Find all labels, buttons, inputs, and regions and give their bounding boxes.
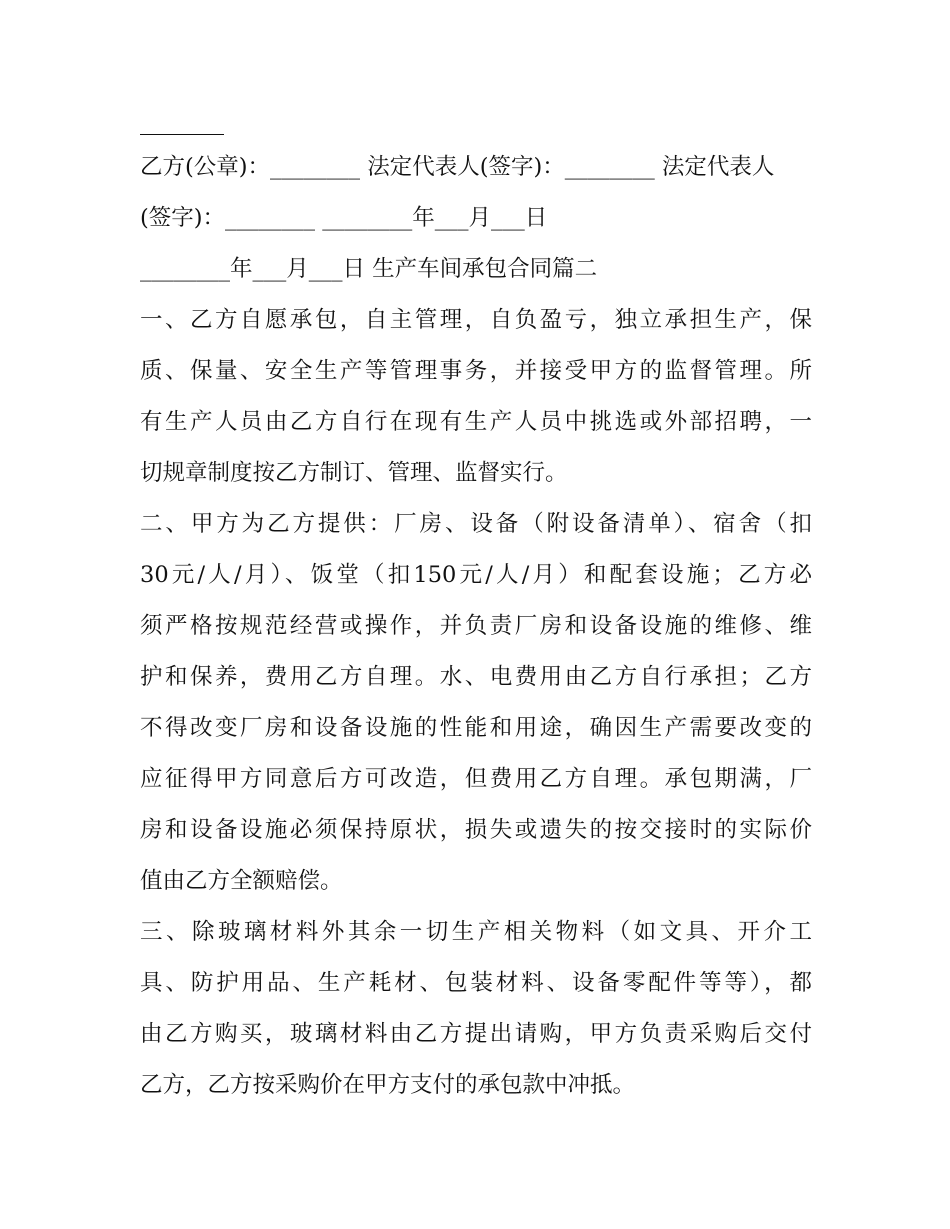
signature-line-1: 乙方(公章)：________ 法定代表人(签字)：________ 法定代表人 [140,154,775,180]
clause-1-line-3: 有生产人员由乙方自行在现有生产人员中挑选或外部招聘，一 [140,409,812,435]
clause-2-line-8: 值由乙方全额赔偿。 [140,868,343,894]
clause-2-line-5: 不得改变厂房和设备设施的性能和用途，确因生产需要改变的 [140,715,812,741]
signature-line-2: (签字)：________ ________年___月___日 [140,205,548,231]
clause-1-line-1: 一、乙方自愿承包，自主管理，自负盈亏，独立承担生产，保 [140,307,812,333]
clause-3-line-2: 具、防护用品、生产耗材、包装材料、设备零配件等等），都 [140,970,812,996]
clause-1-line-4: 切规章制度按乙方制订、管理、监督实行。 [140,460,568,486]
document-body [140,108,812,1111]
clause-3-line-1: 三、除玻璃材料外其余一切生产相关物料（如文具、开介工 [140,919,812,945]
clause-3-line-3: 由乙方购买，玻璃材料由乙方提出请购，甲方负责采购后交付 [140,1021,812,1047]
clause-3-line-4: 乙方，乙方按采购价在甲方支付的承包款中冲抵。 [140,1072,636,1098]
clause-2-line-4: 护和保养，费用乙方自理。水、电费用由乙方自行承担；乙方 [140,664,812,690]
clause-1-line-2: 质、保量、安全生产等管理事务，并接受甲方的监督管理。所 [140,358,812,384]
clause-2-line-1: 二、甲方为乙方提供：厂房、设备（附设备清单）、宿舍（扣 [140,511,812,537]
clause-2-line-3: 须严格按规范经营或操作，并负责厂房和设备设施的维修、维 [140,613,812,639]
clause-2-line-7: 房和设备设施必须保持原状，损失或遗失的按交接时的实际价 [140,817,812,843]
contract-heading-line: ________年___月___日 生产车间承包合同篇二 [140,256,598,282]
clause-2-line-6: 应征得甲方同意后方可改造，但费用乙方自理。承包期满，厂 [140,766,812,792]
clause-2-line-2: 30元/人/月）、饭堂（扣150元/人/月）和配套设施；乙方必 [140,562,812,588]
